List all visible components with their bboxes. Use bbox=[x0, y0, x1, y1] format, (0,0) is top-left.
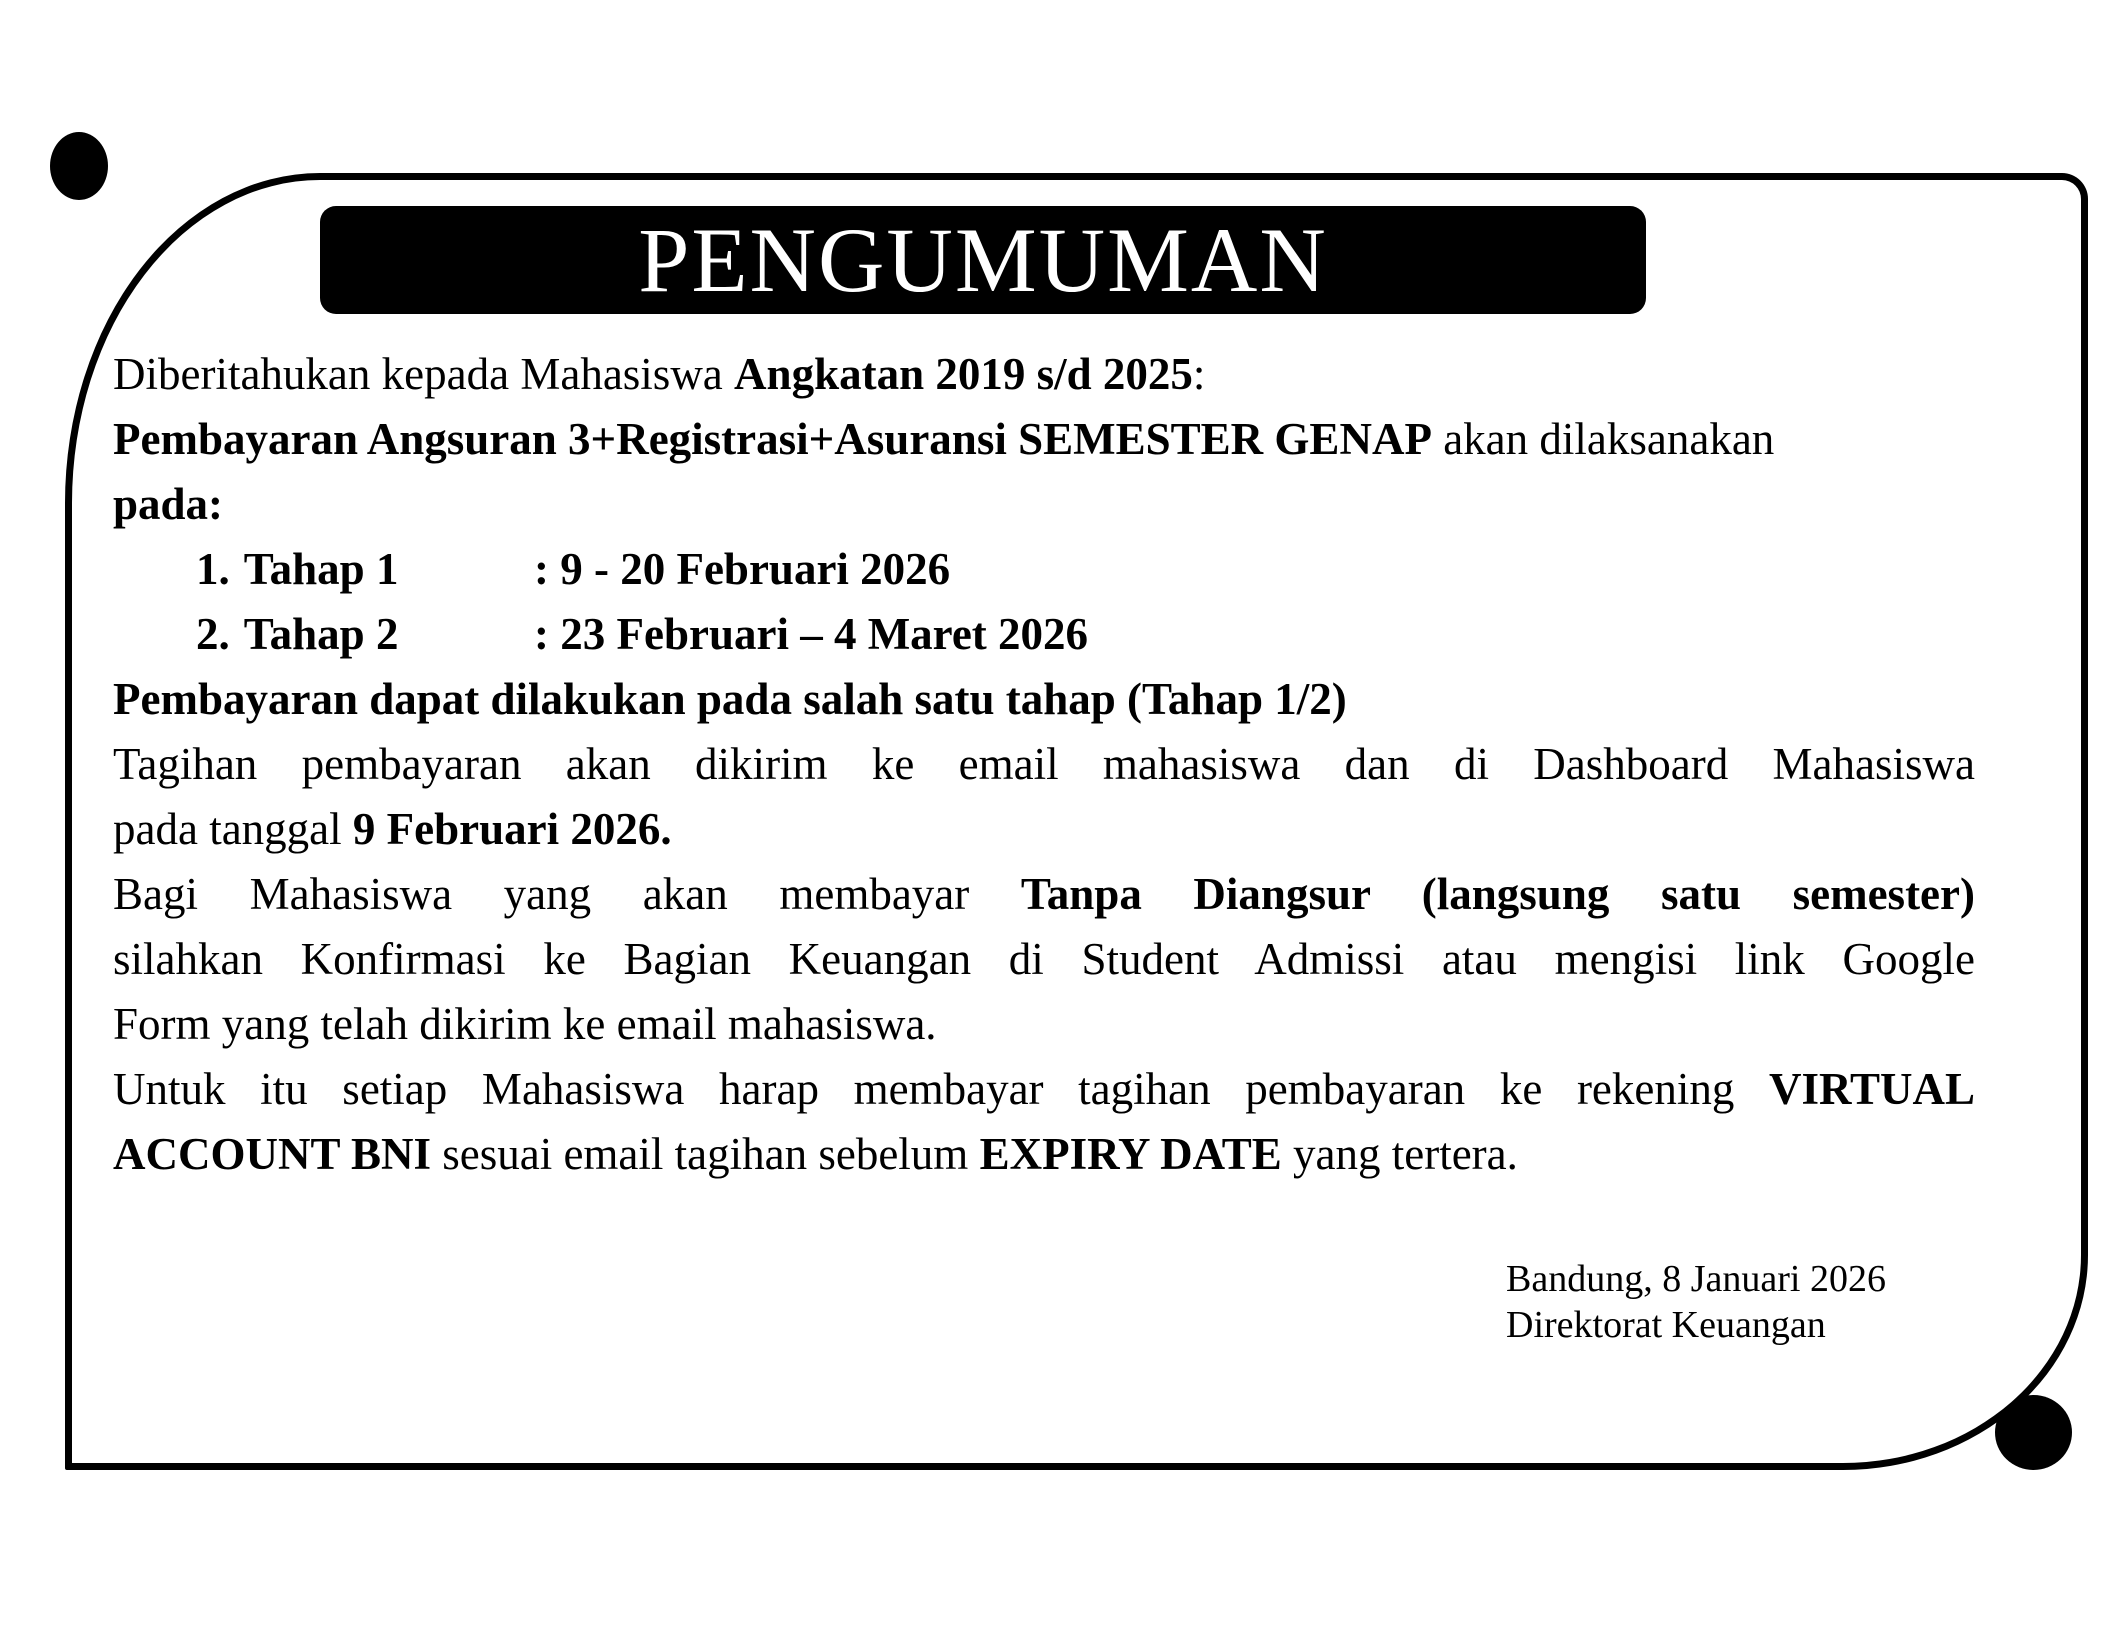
text-run: Diberitahukan kepada Mahasiswa bbox=[113, 349, 735, 399]
text-run-bold: Tanpa Diangsur (langsung satu semester) bbox=[1020, 869, 1975, 919]
text-run-bold: ACCOUNT BNI bbox=[113, 1129, 431, 1179]
signature-block bbox=[1506, 1256, 1886, 1348]
list-item-tahap-2 bbox=[113, 602, 1975, 667]
text-run-bold: Pembayaran dapat dilakukan pada salah satu tahap (Tahap 1/2) bbox=[113, 674, 1347, 724]
title-bar bbox=[320, 206, 1646, 314]
text-run: pada tanggal bbox=[113, 804, 353, 854]
list-item-head bbox=[113, 537, 534, 602]
invoice-email-line bbox=[113, 732, 1975, 797]
signature-department: Direktorat Keuangan bbox=[1506, 1304, 1826, 1346]
list-item-label: Tahap 2 bbox=[243, 609, 399, 659]
announcement-body bbox=[113, 342, 1975, 1187]
pada-line bbox=[113, 472, 1975, 537]
list-item-value: : 23 Februari – 4 Maret 2026 bbox=[534, 609, 1089, 659]
text-run: Bagi Mahasiswa yang akan membayar bbox=[113, 869, 1021, 919]
text-run: Untuk itu setiap Mahasiswa harap membayar tagihan pembayaran ke rekening bbox=[113, 1064, 1770, 1114]
text-run-bold: VIRTUAL bbox=[1769, 1064, 1975, 1114]
text-run: akan dilaksanakan bbox=[1431, 414, 1775, 464]
list-item-head bbox=[113, 602, 534, 667]
list-item-label: Tahap 1 bbox=[243, 544, 399, 594]
text-run-bold: EXPIRY DATE bbox=[979, 1129, 1282, 1179]
text-run-bold: Angkatan 2019 s/d 2025 bbox=[734, 349, 1193, 399]
page-title: PENGUMUMAN bbox=[638, 209, 1328, 311]
confirmation-line bbox=[113, 927, 1975, 992]
text-run: : bbox=[1192, 349, 1206, 399]
list-item-tahap-1 bbox=[113, 537, 1975, 602]
google-form-line bbox=[113, 992, 1975, 1057]
text-run-bold: pada: bbox=[113, 479, 224, 529]
list-item-value: : 9 - 20 Februari 2026 bbox=[534, 544, 951, 594]
text-run: silahkan Konfirmasi ke Bagian Keuangan di Student Admissi atau mengisi link Google bbox=[113, 934, 1975, 984]
top-left-circle-icon bbox=[50, 132, 108, 200]
payment-subject-line bbox=[113, 407, 1975, 472]
signature-place-date: Bandung, 8 Januari 2026 bbox=[1506, 1258, 1886, 1300]
list-item-number: 1. bbox=[196, 544, 230, 594]
intro-line bbox=[113, 342, 1975, 407]
text-run-bold: 9 Februari 2026. bbox=[352, 804, 672, 854]
text-run: Form yang telah dikirim ke email mahasiswa. bbox=[113, 999, 937, 1049]
invoice-date-line bbox=[113, 797, 1975, 862]
text-run: yang tertera. bbox=[1281, 1129, 1518, 1179]
virtual-account-line bbox=[113, 1057, 1975, 1122]
expiry-date-line bbox=[113, 1122, 1975, 1187]
text-run: sesuai email tagihan sebelum bbox=[430, 1129, 980, 1179]
text-run: Tagihan pembayaran akan dikirim ke email mahasiswa dan di Dashboard Mahasiswa bbox=[113, 739, 1975, 789]
single-stage-line bbox=[113, 667, 1975, 732]
list-item-number: 2. bbox=[196, 609, 230, 659]
no-installment-line bbox=[113, 862, 1975, 927]
text-run-bold: Pembayaran Angsuran 3+Registrasi+Asuransi SEMESTER GENAP bbox=[113, 414, 1432, 464]
